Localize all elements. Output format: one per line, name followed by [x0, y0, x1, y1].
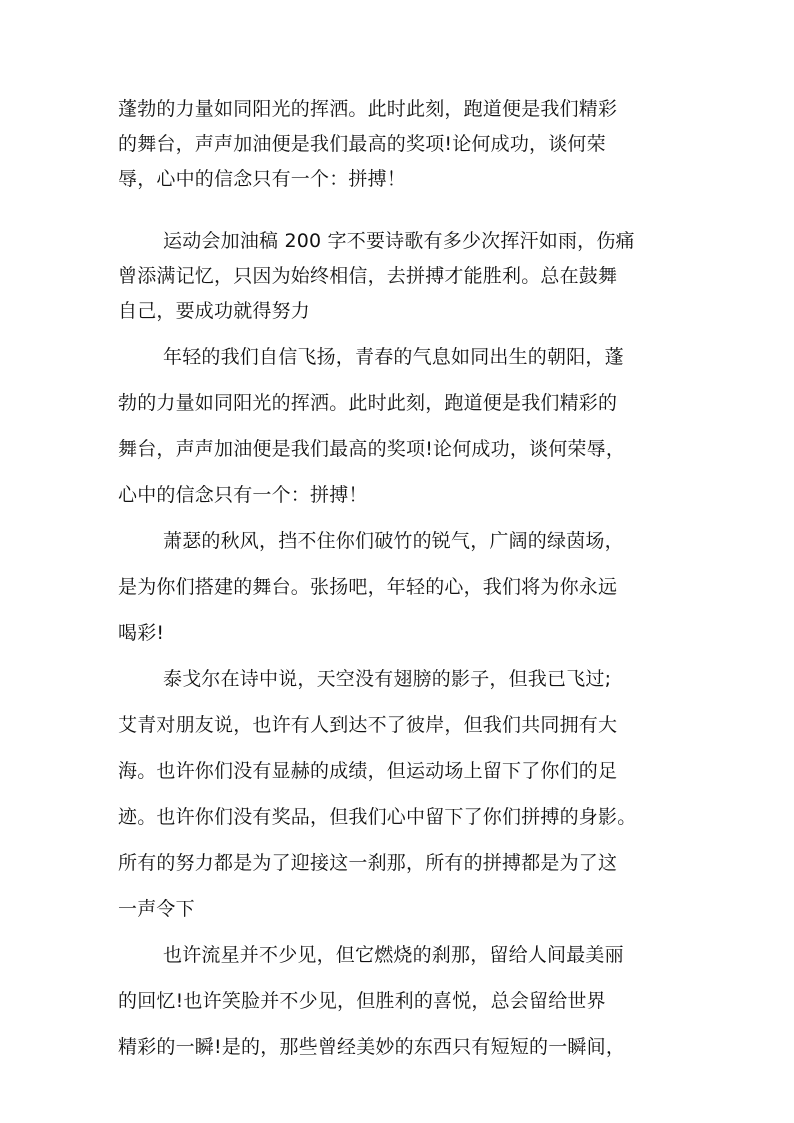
paragraph-start-line: 萧瑟的秋风，挡不住你们破竹的锐气，广阔的绿茵场，	[163, 530, 624, 552]
paragraph-start-line: 泰戈尔在诗中说，天空没有翅膀的影子，但我已飞过;	[163, 668, 612, 690]
text-line-17: 迹。也许你们没有奖品，但我们心中留下了你们拼搏的身影。	[118, 806, 637, 828]
text-line-19: 一声令下	[118, 898, 195, 920]
text-line-21: 的回忆!也许笑脸并不少见，但胜利的喜悦，总会留给世界	[118, 990, 606, 1012]
text-line-1: 蓬勃的力量如同阳光的挥洒。此时此刻，跑道便是我们精彩	[118, 98, 618, 120]
paragraph-start-line: 运动会加油稿 200 字不要诗歌有多少次挥汗如雨，伤痛	[163, 230, 635, 252]
text-line-9: 舞台，声声加油便是我们最高的奖项!论何成功，谈何荣辱，	[118, 438, 626, 460]
text-line-13: 喝彩!	[118, 622, 165, 644]
text-line-18: 所有的努力都是为了迎接这一刹那，所有的拼搏都是为了这	[118, 852, 618, 874]
text-line-5: 曾添满记忆，只因为始终相信，去拼搏才能胜利。总在鼓舞	[118, 265, 618, 287]
paragraph-start-line: 年轻的我们自信飞扬，青春的气息如同出生的朝阳，蓬	[163, 346, 624, 368]
text-line-2: 的舞台，声声加油便是我们最高的奖项!论何成功，谈何荣	[118, 133, 606, 155]
text-line-16: 海。也许你们没有显赫的成绩，但运动场上留下了你们的足	[118, 760, 618, 782]
text-line-12: 是为你们搭建的舞台。张扬吧，年轻的心，我们将为你永远	[118, 576, 618, 598]
text-line-3: 辱，心中的信念只有一个：拼搏！	[118, 168, 407, 190]
paragraph-start-line: 也许流星并不少见，但它燃烧的刹那，留给人间最美丽	[163, 944, 624, 966]
text-line-6: 自己，要成功就得努力	[118, 300, 311, 322]
text-line-8: 勃的力量如同阳光的挥洒。此时此刻，跑道便是我们精彩的	[118, 392, 618, 414]
text-line-22: 精彩的一瞬!是的，那些曾经美妙的东西只有短短的一瞬间，	[118, 1036, 626, 1058]
text-line-10: 心中的信念只有一个：拼搏！	[118, 484, 368, 506]
text-line-15: 艾青对朋友说，也许有人到达不了彼岸，但我们共同拥有大	[118, 714, 618, 736]
